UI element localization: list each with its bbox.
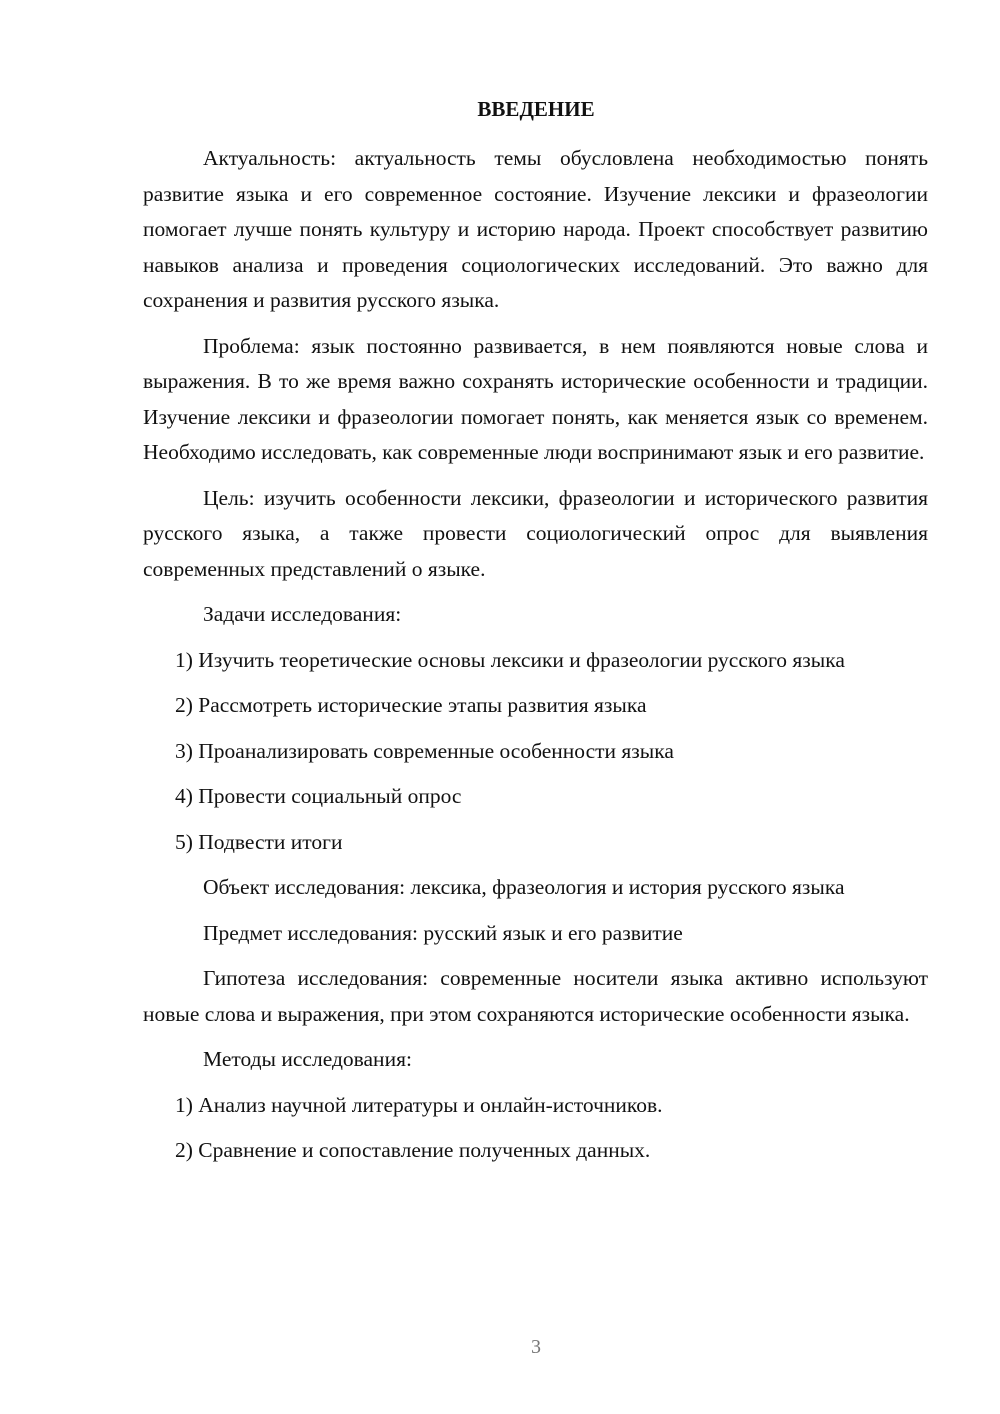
tasks-title: Задачи исследования:	[203, 602, 402, 626]
page-title: ВВЕДЕНИЕ	[477, 97, 595, 121]
problem-paragraph: Проблема: язык постоянно развивается, в нем появляются новые слова и выражения. В то же время важно сохранять исторические особенности и традиции. Изучение лексики и фразеологии помогает понять, как меняется язык со временем. Необходимо исследовать, как современные люди воспринимают язык и его развитие.	[143, 333, 928, 464]
page-number: 3	[531, 1336, 541, 1358]
method-item: 1) Анализ научной литературы и онлайн-источников.	[175, 1092, 663, 1117]
method-item: 2) Сравнение и сопоставление полученных данных.	[175, 1138, 651, 1162]
task-item: 4) Провести социальный опрос	[175, 784, 462, 808]
methods-title: Методы исследования:	[203, 1047, 412, 1071]
task-item: 5) Подвести итоги	[175, 829, 343, 854]
task-item: 3) Проанализировать современные особенности языка	[175, 738, 674, 763]
relevance-paragraph: Актуальность: актуальность темы обусловлена необходимостью понять развитие языка и его современное состояние. Изучение лексики и фразеологии помогает лучше понять культуру и историю народа. Проект способствует развитию навыков анализа и проведения социологических исследований. Это важно для сохранения и развития русского языка.	[143, 146, 928, 312]
task-item: 2) Рассмотреть исторические этапы развития языка	[175, 693, 647, 717]
subject-paragraph: Предмет исследования: русский язык и его развитие	[203, 920, 683, 945]
task-item: 1) Изучить теоретические основы лексики и фразеологии русского языка	[175, 647, 845, 672]
document-body	[143, 141, 928, 1169]
hypothesis-paragraph: Гипотеза исследования: современные носители языка активно используют новые слова и выражения, при этом сохраняются исторические особенности языка.	[143, 966, 928, 1026]
goal-paragraph: Цель: изучить особенности лексики, фразеологии и исторического развития русского языка, а также провести социологический опрос для выявления современных представлений о языке.	[143, 485, 928, 581]
object-paragraph: Объект исследования: лексика, фразеология и история русского языка	[203, 875, 845, 899]
